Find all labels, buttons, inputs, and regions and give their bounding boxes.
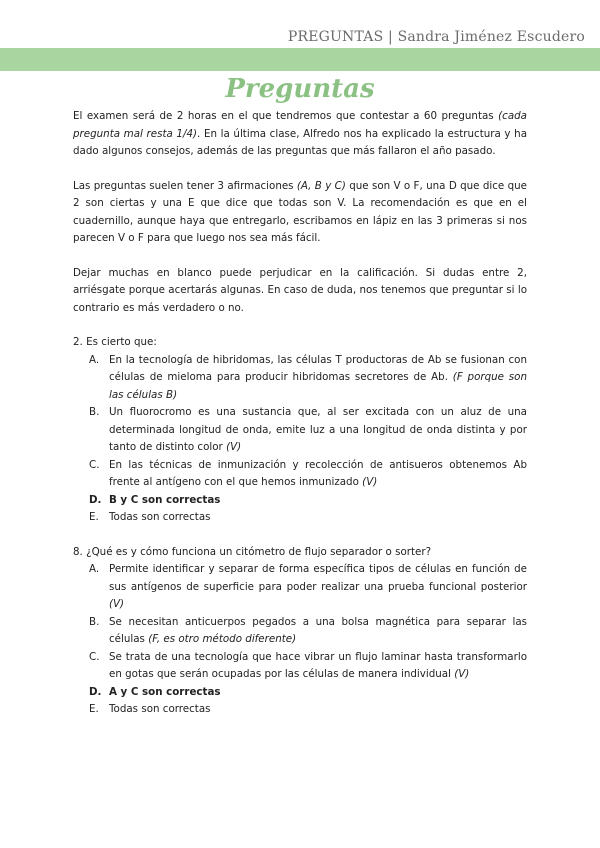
question-2 [73,334,527,527]
option-letter: B. [89,615,100,628]
intro-p1-note: (cada pregunta mal resta 1/4) [73,110,527,140]
option-letter: A. [89,353,100,366]
option-text: Todas son correctas [109,703,211,715]
option-note: (V) [226,441,242,453]
intro-p1-text-c: . En la última clase, Alfredo nos ha explicado la estructura y ha dado algunos consejos, además de las preguntas que más fallaron el año pasado. [73,127,527,157]
option-b [73,614,527,649]
option-b [73,404,527,457]
option-c [73,649,527,684]
option-e [73,509,527,527]
option-letter: E. [89,511,99,523]
document-body [73,108,527,719]
intro-p1-text-a: El examen será de 2 horas en el que tendremos que contestar a 60 preguntas [73,110,499,122]
intro-p2-text-c: que son V o F, una D que dice que 2 son ciertas y una E que dice que todas son V. La recomendación es que en el cuadernillo, aunque haya que entregarlo, escribamos en lápiz en las 3 primeras si nos parecen V o F para que luego nos sea más fácil. [73,179,527,244]
option-text: En las técnicas de inmunización y recolección de antisueros obtenemos Ab frente al antígeno con el que hemos inmunizado [109,458,527,488]
page-title: Preguntas [225,74,375,104]
intro-paragraph-2 [73,178,527,248]
option-letter: D. [89,493,102,506]
option-note: (V) [362,476,378,488]
option-letter: B. [89,406,100,418]
option-text: A y C son correctas [109,685,221,698]
option-d-correct [73,492,527,510]
option-text: B y C son correctas [109,493,221,506]
option-letter: E. [89,703,99,715]
option-e [73,701,527,719]
question-title: 8. ¿Qué es y cómo funciona un citómetro de flujo separador o sorter? [73,545,432,558]
option-text: Se necesitan anticuerpos pegados a una bolsa magnética para separar las células [109,615,527,645]
header-title: PREGUNTAS | Sandra Jiménez Escudero [287,29,585,45]
option-text: Permite identificar y separar de forma específica tipos de células en función de sus antígenos de superficie para poder realizar una prueba funcional posterior [109,563,527,593]
option-letter: A. [89,563,100,575]
option-text: Todas son correctas [109,511,211,523]
option-note: (F porque son las células B) [109,371,527,401]
option-letter: C. [89,458,100,471]
option-note: (F, es otro método diferente) [148,633,297,645]
option-d-correct [73,684,527,702]
option-letter: D. [89,685,102,698]
option-text: En la tecnología de hibridomas, las células T productoras de Ab se fusionan con células de mieloma para producir hibridomas secretores de Ab. [109,353,527,383]
intro-p2-text-a: Las preguntas suelen tener 3 afirmaciones [73,179,297,192]
option-c [73,457,527,492]
options-list [73,561,527,719]
question-8 [73,544,527,719]
option-letter: C. [89,650,100,663]
intro-paragraph-3: Dejar muchas en blanco puede perjudicar en la calificación. Si dudas entre 2, arriésgate porque acertarás algunas. En caso de duda, nos tenemos que preguntar si lo contrario es más verdadero o no. [73,266,527,314]
intro-paragraph-1 [73,108,527,161]
option-note: (V) [109,598,125,610]
option-text: Un fluorocromo es una sustancia que, al ser excitada con un aluz de una determinada longitud de onda, emite luz a una longitud de onda distinta y por tanto de distinto color [109,406,527,453]
option-a [73,352,527,405]
intro-p2-note: (A, B y C) [296,179,346,192]
option-a [73,561,527,614]
option-text: Se trata de una tecnología que hace vibrar un flujo laminar hasta transformarlo en gotas que serán ocupadas por las células de manera individual [109,650,527,680]
option-note: (V) [454,668,470,680]
options-list [73,352,527,527]
header-bar [0,48,600,71]
question-title: 2. Es cierto que: [73,336,157,348]
